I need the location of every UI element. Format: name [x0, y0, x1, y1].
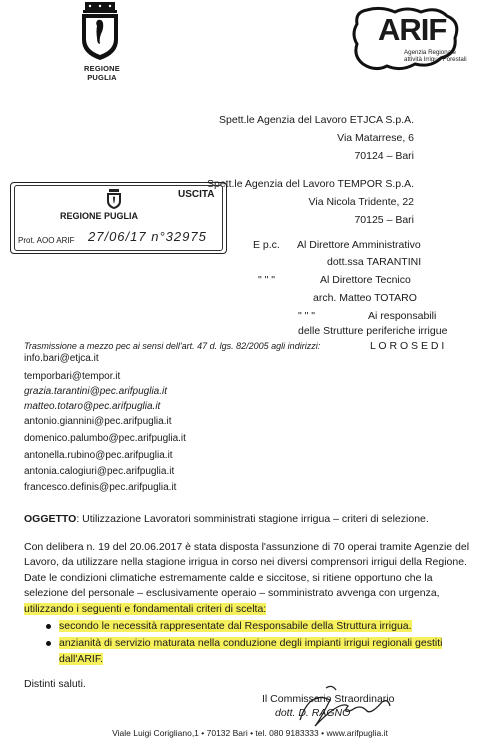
arif-logo-word: ARIF	[378, 12, 447, 47]
pec-address: antonella.rubino@pec.arifpuglia.it	[24, 450, 173, 461]
signature-name: dott. D. RAGNO	[275, 707, 351, 719]
regione-puglia-label: REGIONE PUGLIA	[84, 64, 120, 82]
pec-address: temporbari@tempor.it	[24, 371, 121, 382]
pec-address: antonio.giannini@pec.arifpuglia.it	[24, 416, 172, 427]
bullet-text-1: secondo le necessità rappresentate dal Responsabile della Struttura irrigua.	[59, 620, 412, 632]
stamp-crest-icon	[104, 188, 124, 210]
body-line-5	[24, 603, 266, 616]
body-line-2: Lavoro, da utilizzare nella stagione irrigua in corso nei diversi comprensori irrigui della Regione.	[24, 556, 467, 568]
bullet-icon	[46, 641, 51, 646]
pec-address: grazia.tarantini@pec.arifpuglia.it	[24, 386, 168, 397]
body-highlight: utilizzando i seguenti e fondamentali criteri di scelta:	[24, 603, 267, 615]
bullet-item-1	[46, 620, 412, 633]
addressee-1-line2: Via Matarrese, 6	[337, 132, 414, 144]
bullet-text-2: anzianità di servizio maturata nella conduzione degli impianti irrigui regionali gestiti	[59, 637, 443, 649]
body-line-1: Con delibera n. 19 del 20.06.2017 è stata disposta l'assunzione di 70 operai tramite Agenzie del	[24, 541, 470, 553]
cc-2-prefix: " " "	[258, 274, 276, 286]
cc-3-line3: L O R O S E D I	[370, 340, 445, 352]
pec-address: francesco.definis@pec.arifpuglia.it	[24, 482, 177, 493]
transmission-note: Trasmissione a mezzo pec ai sensi dell'art. 47 d. lgs. 82/2005 agli indirizzi:	[24, 341, 321, 351]
bullet-text-2-cont: dall'ARIF.	[59, 653, 104, 665]
cc-2-line2: arch. Matteo TOTARO	[313, 292, 417, 304]
pec-address: domenico.palumbo@pec.arifpuglia.it	[24, 433, 186, 444]
arif-logo-subtitle-2: attività Irrigue Forestali	[404, 56, 467, 63]
cc-2-line1: Al Direttore Tecnico	[320, 274, 411, 286]
stamp-protocol-number: 27/06/17 n°32975	[88, 229, 207, 244]
stamp-uscita: USCITA	[178, 189, 215, 200]
stamp-protocol-label: Prot. AOO ARIF	[18, 236, 75, 245]
addressee-2-line1: Spett.le Agenzia del Lavoro TEMPOR S.p.A.	[206, 178, 414, 190]
addressee-2-line2: Via Nicola Tridente, 22	[308, 196, 414, 208]
addressee-2-line3: 70125 – Bari	[354, 214, 414, 226]
addressee-1-line1: Spett.le Agenzia del Lavoro ETJCA S.p.A.	[219, 114, 414, 126]
closing: Distinti saluti.	[24, 678, 86, 690]
signature-role: Il Commissario Straordinario	[262, 693, 395, 705]
pec-address: info.bari@etjca.it	[24, 353, 99, 364]
subject-label: OGGETTO	[24, 513, 77, 525]
cc-3-line1: Ai responsabili	[368, 310, 437, 322]
handwritten-signature-icon	[270, 680, 400, 730]
bullet-item-2	[46, 637, 442, 650]
bullet-icon	[46, 624, 51, 629]
arif-logo-subtitle-1: Agenzia Regionale	[404, 49, 456, 56]
cc-1-prefix: E p.c.	[253, 239, 280, 251]
footer: Viale Luigi Corigliano,1 • 70132 Bari • tel. 080 9183333 • www.arifpuglia.it	[112, 728, 388, 738]
cc-3-line2: delle Strutture periferiche irrigue	[298, 325, 448, 337]
stamp-region: REGIONE PUGLIA	[60, 211, 139, 221]
regione-puglia-crest-icon	[70, 0, 130, 62]
subject-text: : Utilizzazione Lavoratori somministrati stagione irrigua – criteri di selezione.	[76, 513, 429, 525]
pec-address: matteo.totaro@pec.arifpuglia.it	[24, 401, 161, 412]
subject-line	[24, 513, 429, 526]
cc-3-prefix: " " "	[298, 310, 316, 322]
pec-address: antonia.calogiuri@pec.arifpuglia.it	[24, 466, 175, 477]
cc-1-line1: Al Direttore Amministrativo	[297, 239, 421, 251]
cc-1-line2: dott.ssa TARANTINI	[327, 256, 422, 268]
bullet-item-2-cont	[59, 653, 103, 666]
body-line-4: selezione del personale – esclusivamente operaio – somministrato avvenga con urgenza,	[24, 587, 440, 599]
body-line-3: Date le condizioni climatiche estremamente calde e siccitose, si ritiene opportuno che la	[24, 572, 433, 584]
addressee-1-line3: 70124 – Bari	[354, 150, 414, 162]
